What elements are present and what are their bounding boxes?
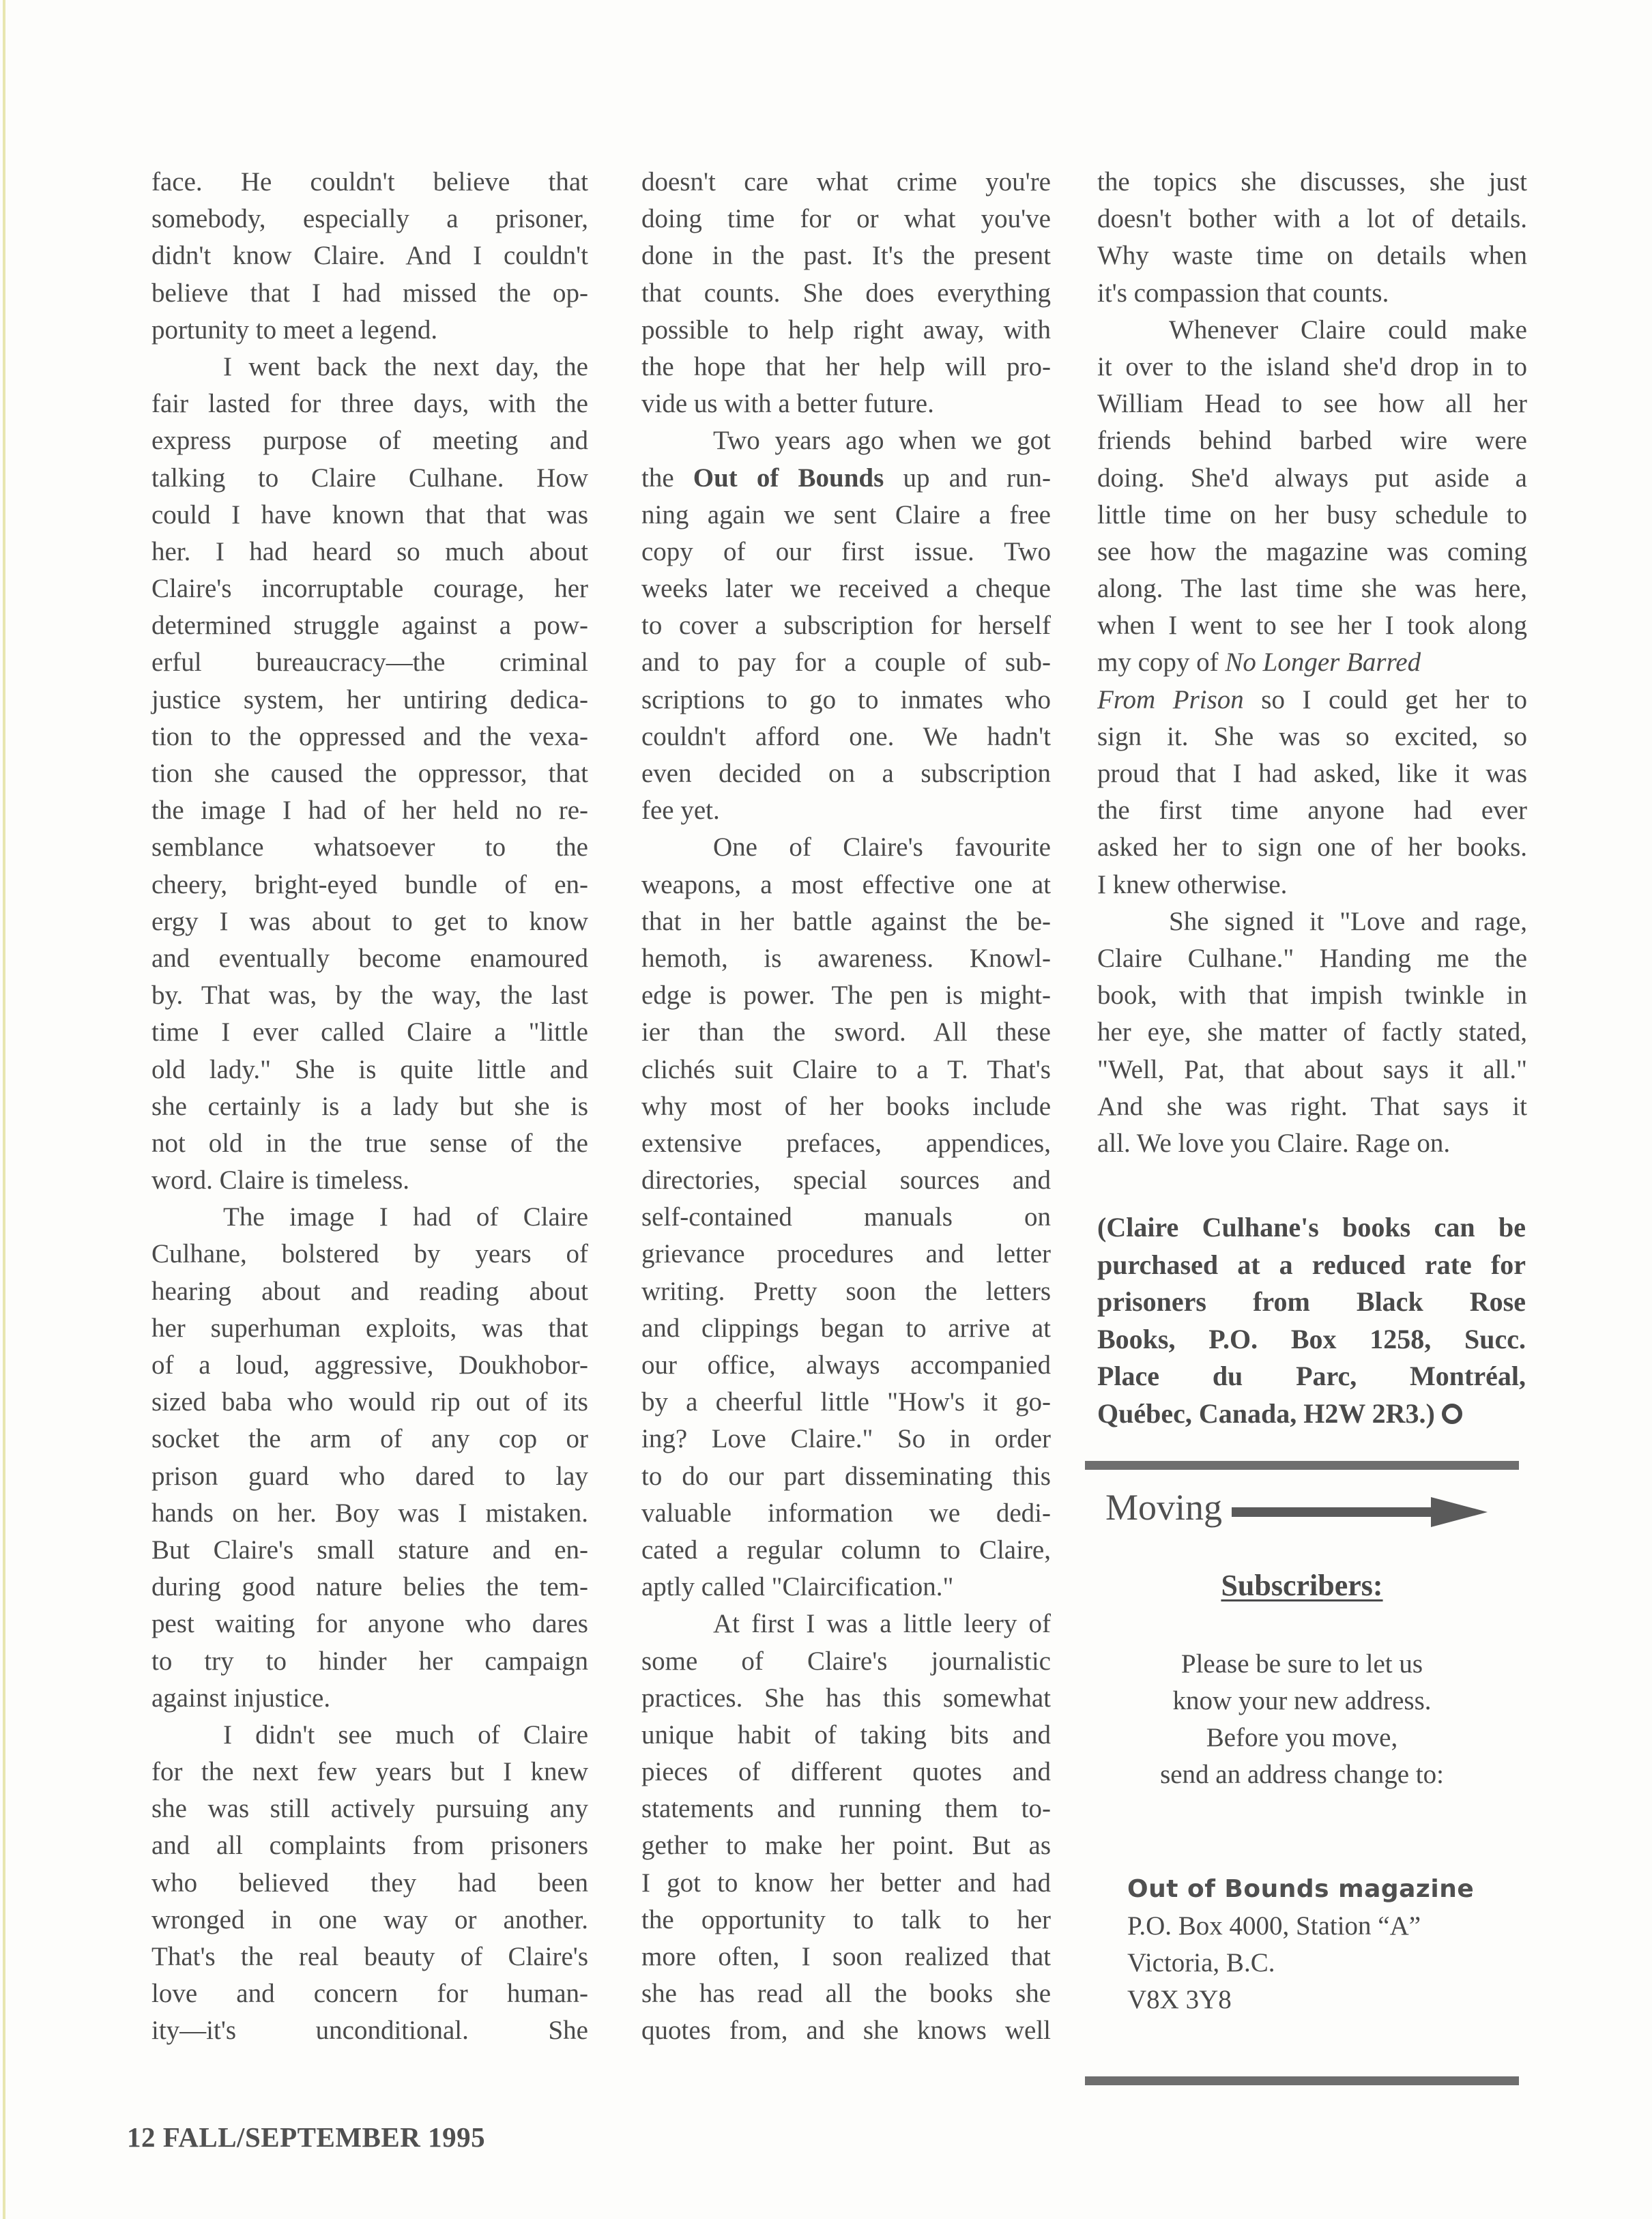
- text-line: her. I had heard so much about: [151, 536, 588, 566]
- text-line: by. That was, by the way, the last: [151, 981, 588, 1011]
- publication-name: Out of Bounds: [693, 463, 884, 493]
- text-line: some of Claire's journalistic: [641, 1646, 1051, 1676]
- end-of-article-icon: [1442, 1404, 1462, 1424]
- text-line: my copy of No Longer Barred: [1097, 648, 1421, 678]
- text-line: little time on her busy schedule to: [1097, 499, 1527, 530]
- scan-edge-line: [3, 0, 5, 2219]
- text-line: practices. She has this somewhat: [641, 1683, 1051, 1713]
- book-title: No Longer Barred: [1225, 648, 1421, 678]
- text-line: could I have known that that was: [151, 499, 588, 530]
- text-line: Claire Culhane." Handing me the: [1097, 943, 1527, 973]
- text-line: Claire's incorruptable courage, her: [151, 574, 588, 604]
- text-line: not old in the true sense of the: [151, 1128, 588, 1158]
- text-line: the topics she discusses, she just: [1097, 167, 1527, 197]
- right-arrow-icon: [1232, 1497, 1488, 1527]
- text-line: along. The last time she was here,: [1097, 574, 1527, 604]
- text-line: portunity to meet a legend.: [151, 315, 438, 345]
- text-line: her superhuman exploits, was that: [151, 1313, 588, 1343]
- text-line: the Out of Bounds up and run-: [641, 463, 1051, 493]
- text-line: William Head to see how all her: [1097, 389, 1527, 419]
- text-line: all. We love you Claire. Rage on.: [1097, 1128, 1451, 1158]
- address-line: V8X 3Y8: [1127, 1985, 1232, 2014]
- text-line: statements and running them to-: [641, 1794, 1051, 1824]
- text-line: and all complaints from prisoners: [151, 1831, 588, 1861]
- text-line: by a cheerful little "How's it go-: [641, 1387, 1051, 1417]
- text-line: The image I had of Claire: [223, 1202, 588, 1232]
- text-line: more often, I soon realized that: [641, 1942, 1051, 1971]
- text-line: doesn't care what crime you're: [641, 167, 1051, 197]
- text-line: ity—it's unconditional. She: [151, 2016, 588, 2046]
- text-line: aptly called "Claircification.": [641, 1572, 954, 1602]
- moving-label: Moving: [1105, 1487, 1223, 1528]
- text-line: the hope that her help will pro-: [641, 351, 1051, 381]
- article-column-3: [1097, 164, 1527, 1162]
- book-purchase-note: [1097, 1209, 1526, 1432]
- text-line: And she was right. That says it: [1097, 1091, 1527, 1121]
- text-line: scriptions to go to inmates who: [641, 684, 1051, 714]
- text-line: socket the arm of any cop or: [151, 1424, 588, 1454]
- text-line: tion she caused the oppressor, that: [151, 759, 588, 788]
- text-line: it over to the island she'd drop in to: [1097, 351, 1527, 381]
- text-line: and to pay for a couple of sub-: [641, 648, 1051, 678]
- text-line: she certainly is a lady but she is: [151, 1091, 588, 1121]
- text-line: she has read all the books she: [641, 1979, 1051, 2009]
- text-line: pieces of different quotes and: [641, 1757, 1051, 1787]
- text-line: extensive prefaces, appendices,: [641, 1128, 1051, 1158]
- mailing-address: [1127, 1871, 1474, 2018]
- text-line: proud that I had asked, like it was: [1097, 759, 1527, 788]
- book-title: From Prison: [1097, 684, 1244, 714]
- text-line: tion to the oppressed and the vexa-: [151, 721, 588, 751]
- text-line: cheery, bright-eyed bundle of en-: [151, 869, 588, 899]
- note-line: purchased at a reduced rate for: [1097, 1249, 1526, 1280]
- subscribers-heading: [1085, 1568, 1519, 1603]
- text-line: during good nature belies the tem-: [151, 1572, 588, 1602]
- text-line: to cover a subscription for herself: [641, 611, 1051, 641]
- message-line: Please be sure to let us: [1180, 1649, 1423, 1679]
- text-line: her eye, she matter of factly stated,: [1097, 1017, 1527, 1047]
- note-line: Place du Parc, Montréal,: [1097, 1361, 1526, 1391]
- text-line: possible to help right away, with: [641, 315, 1051, 345]
- text-line: talking to Claire Culhane. How: [151, 463, 588, 493]
- text-line: for the next few years but I knew: [151, 1757, 588, 1787]
- text-line: doing. She'd always put aside a: [1097, 463, 1527, 493]
- text-line: valuable information we dedi-: [641, 1498, 1051, 1528]
- text-line: justice system, her untiring dedica-: [151, 684, 588, 714]
- text-line: sized baba who would rip out of its: [151, 1387, 588, 1417]
- message-line: know your new address.: [1172, 1686, 1432, 1715]
- text-line: it's compassion that counts.: [1097, 278, 1389, 308]
- address-line: Victoria, B.C.: [1127, 1948, 1275, 1977]
- note-line: prisoners from Black Rose: [1097, 1286, 1526, 1317]
- text-line: see how the magazine was coming: [1097, 536, 1527, 566]
- text-line: prison guard who dared to lay: [151, 1461, 588, 1491]
- text-line: wronged in one way or another.: [151, 1904, 588, 1934]
- text-line: I got to know her better and had: [641, 1868, 1051, 1898]
- text-line: that counts. She does everything: [641, 278, 1051, 308]
- text-line: clichés suit Claire to a T. That's: [641, 1054, 1051, 1084]
- text-line: done in the past. It's the present: [641, 241, 1051, 271]
- text-line: I went back the next day, the: [223, 351, 588, 381]
- text-line: weapons, a most effective one at: [641, 869, 1051, 899]
- note-line: Québec, Canada, H2W 2R3.): [1097, 1395, 1526, 1433]
- text-line: hearing about and reading about: [151, 1276, 588, 1306]
- text-line: I knew otherwise.: [1097, 869, 1288, 899]
- text-line: I didn't see much of Claire: [223, 1720, 588, 1750]
- text-line: friends behind barbed wire were: [1097, 426, 1527, 456]
- text-line: determined struggle against a pow-: [151, 611, 588, 641]
- text-line: Whenever Claire could make: [1169, 315, 1527, 345]
- text-line: even decided on a subscription: [641, 759, 1051, 788]
- text-line: erful bureaucracy—the criminal: [151, 648, 588, 678]
- text-line: couldn't afford one. We hadn't: [641, 721, 1051, 751]
- subscribers-message: [1085, 1646, 1519, 1793]
- text-line: Why waste time on details when: [1097, 241, 1527, 271]
- text-line: pest waiting for anyone who dares: [151, 1609, 588, 1639]
- text-line: ing? Love Claire." So in order: [641, 1424, 1051, 1454]
- text-line: against injustice.: [151, 1683, 331, 1713]
- text-line: somebody, especially a prisoner,: [151, 204, 588, 234]
- text-line: doesn't bother with a lot of details.: [1097, 204, 1527, 234]
- text-line: sign it. She was so excited, so: [1097, 721, 1527, 751]
- text-line: semblance whatsoever to the: [151, 832, 588, 862]
- text-line: our office, always accompanied: [641, 1350, 1051, 1380]
- sidebar-bottom-rule: [1085, 2076, 1519, 2085]
- text-line: of a loud, aggressive, Doukhobor-: [151, 1350, 588, 1380]
- text-line: the first time anyone had ever: [1097, 796, 1527, 826]
- text-line: hands on her. Boy was I mistaken.: [151, 1498, 588, 1528]
- text-line: vide us with a better future.: [641, 389, 934, 419]
- page-footer: 12 FALL/SEPTEMBER 1995: [127, 2121, 486, 2153]
- text-line: asked her to sign one of her books.: [1097, 832, 1527, 862]
- text-line: old lady." She is quite little and: [151, 1054, 588, 1084]
- text-line: unique habit of taking bits and: [641, 1720, 1051, 1750]
- text-line: cated a regular column to Claire,: [641, 1535, 1051, 1565]
- text-line: fair lasted for three days, with the: [151, 389, 588, 419]
- text-line: love and concern for human-: [151, 1979, 588, 2009]
- text-line: copy of our first issue. Two: [641, 536, 1051, 566]
- sidebar-top-rule: [1085, 1461, 1519, 1470]
- text-line: ergy I was about to get to know: [151, 906, 588, 936]
- text-line: quotes from, and she knows well: [641, 2016, 1051, 2046]
- moving-heading: [1105, 1486, 1488, 1528]
- magazine-name: Out of Bounds magazine: [1127, 1875, 1475, 1903]
- text-line: and eventually become enamoured: [151, 943, 588, 973]
- text-line: writing. Pretty soon the letters: [641, 1276, 1051, 1306]
- text-line: At first I was a little leery of: [713, 1609, 1051, 1639]
- text-line: doing time for or what you've: [641, 204, 1051, 234]
- text-line: But Claire's small stature and en-: [151, 1535, 588, 1565]
- text-line: edge is power. The pen is might-: [641, 981, 1051, 1011]
- text-line: and clippings began to arrive at: [641, 1313, 1051, 1343]
- article-column-1: [151, 164, 588, 2050]
- text-line: That's the real beauty of Claire's: [151, 1942, 588, 1971]
- text-line: She signed it "Love and rage,: [1169, 906, 1527, 936]
- address-line: P.O. Box 4000, Station “A”: [1127, 1911, 1421, 1941]
- subscribers-title-text: Subscribers:: [1221, 1569, 1383, 1602]
- text-line: the image I had of her held no re-: [151, 796, 588, 826]
- text-line: hemoth, is awareness. Knowl-: [641, 943, 1051, 973]
- text-line: who believed they had been: [151, 1868, 588, 1898]
- text-line: word. Claire is timeless.: [151, 1165, 410, 1195]
- note-line: (Claire Culhane's books can be: [1097, 1212, 1526, 1243]
- message-line: send an address change to:: [1160, 1760, 1444, 1789]
- text-line: self-contained manuals on: [641, 1202, 1051, 1232]
- text-line: Two years ago when we got: [713, 426, 1051, 456]
- text-line: directories, special sources and: [641, 1165, 1051, 1195]
- text-line: believe that I had missed the op-: [151, 278, 588, 308]
- text-line: Culhane, bolstered by years of: [151, 1239, 588, 1269]
- message-line: Before you move,: [1206, 1723, 1398, 1752]
- text-line: when I went to see her I took along: [1097, 611, 1527, 641]
- text-line: gether to make her point. But as: [641, 1831, 1051, 1861]
- text-line: time I ever called Claire a "little: [151, 1017, 588, 1047]
- text-line: ning again we sent Claire a free: [641, 499, 1051, 530]
- text-line: that in her battle against the be-: [641, 906, 1051, 936]
- text-line: express purpose of meeting and: [151, 426, 588, 456]
- note-line: Books, P.O. Box 1258, Succ.: [1097, 1323, 1526, 1354]
- text-line: face. He couldn't believe that: [151, 167, 588, 197]
- text-line: One of Claire's favourite: [713, 832, 1051, 862]
- text-line: "Well, Pat, that about says it all.": [1097, 1054, 1527, 1084]
- text-line: weeks later we received a cheque: [641, 574, 1051, 604]
- text-line: to do our part disseminating this: [641, 1461, 1051, 1491]
- text-line: From Prison so I could get her to: [1097, 684, 1528, 714]
- text-line: book, with that impish twinkle in: [1097, 981, 1527, 1011]
- text-line: the opportunity to talk to her: [641, 1904, 1051, 1934]
- text-line: didn't know Claire. And I couldn't: [151, 241, 588, 271]
- text-line: grievance procedures and letter: [641, 1239, 1051, 1269]
- text-line: she was still actively pursuing any: [151, 1794, 588, 1824]
- text-line: why most of her books include: [641, 1091, 1051, 1121]
- text-line: ier than the sword. All these: [641, 1017, 1051, 1047]
- text-line: fee yet.: [641, 796, 720, 826]
- text-line: to try to hinder her campaign: [151, 1646, 588, 1676]
- article-column-2: [641, 164, 1051, 2050]
